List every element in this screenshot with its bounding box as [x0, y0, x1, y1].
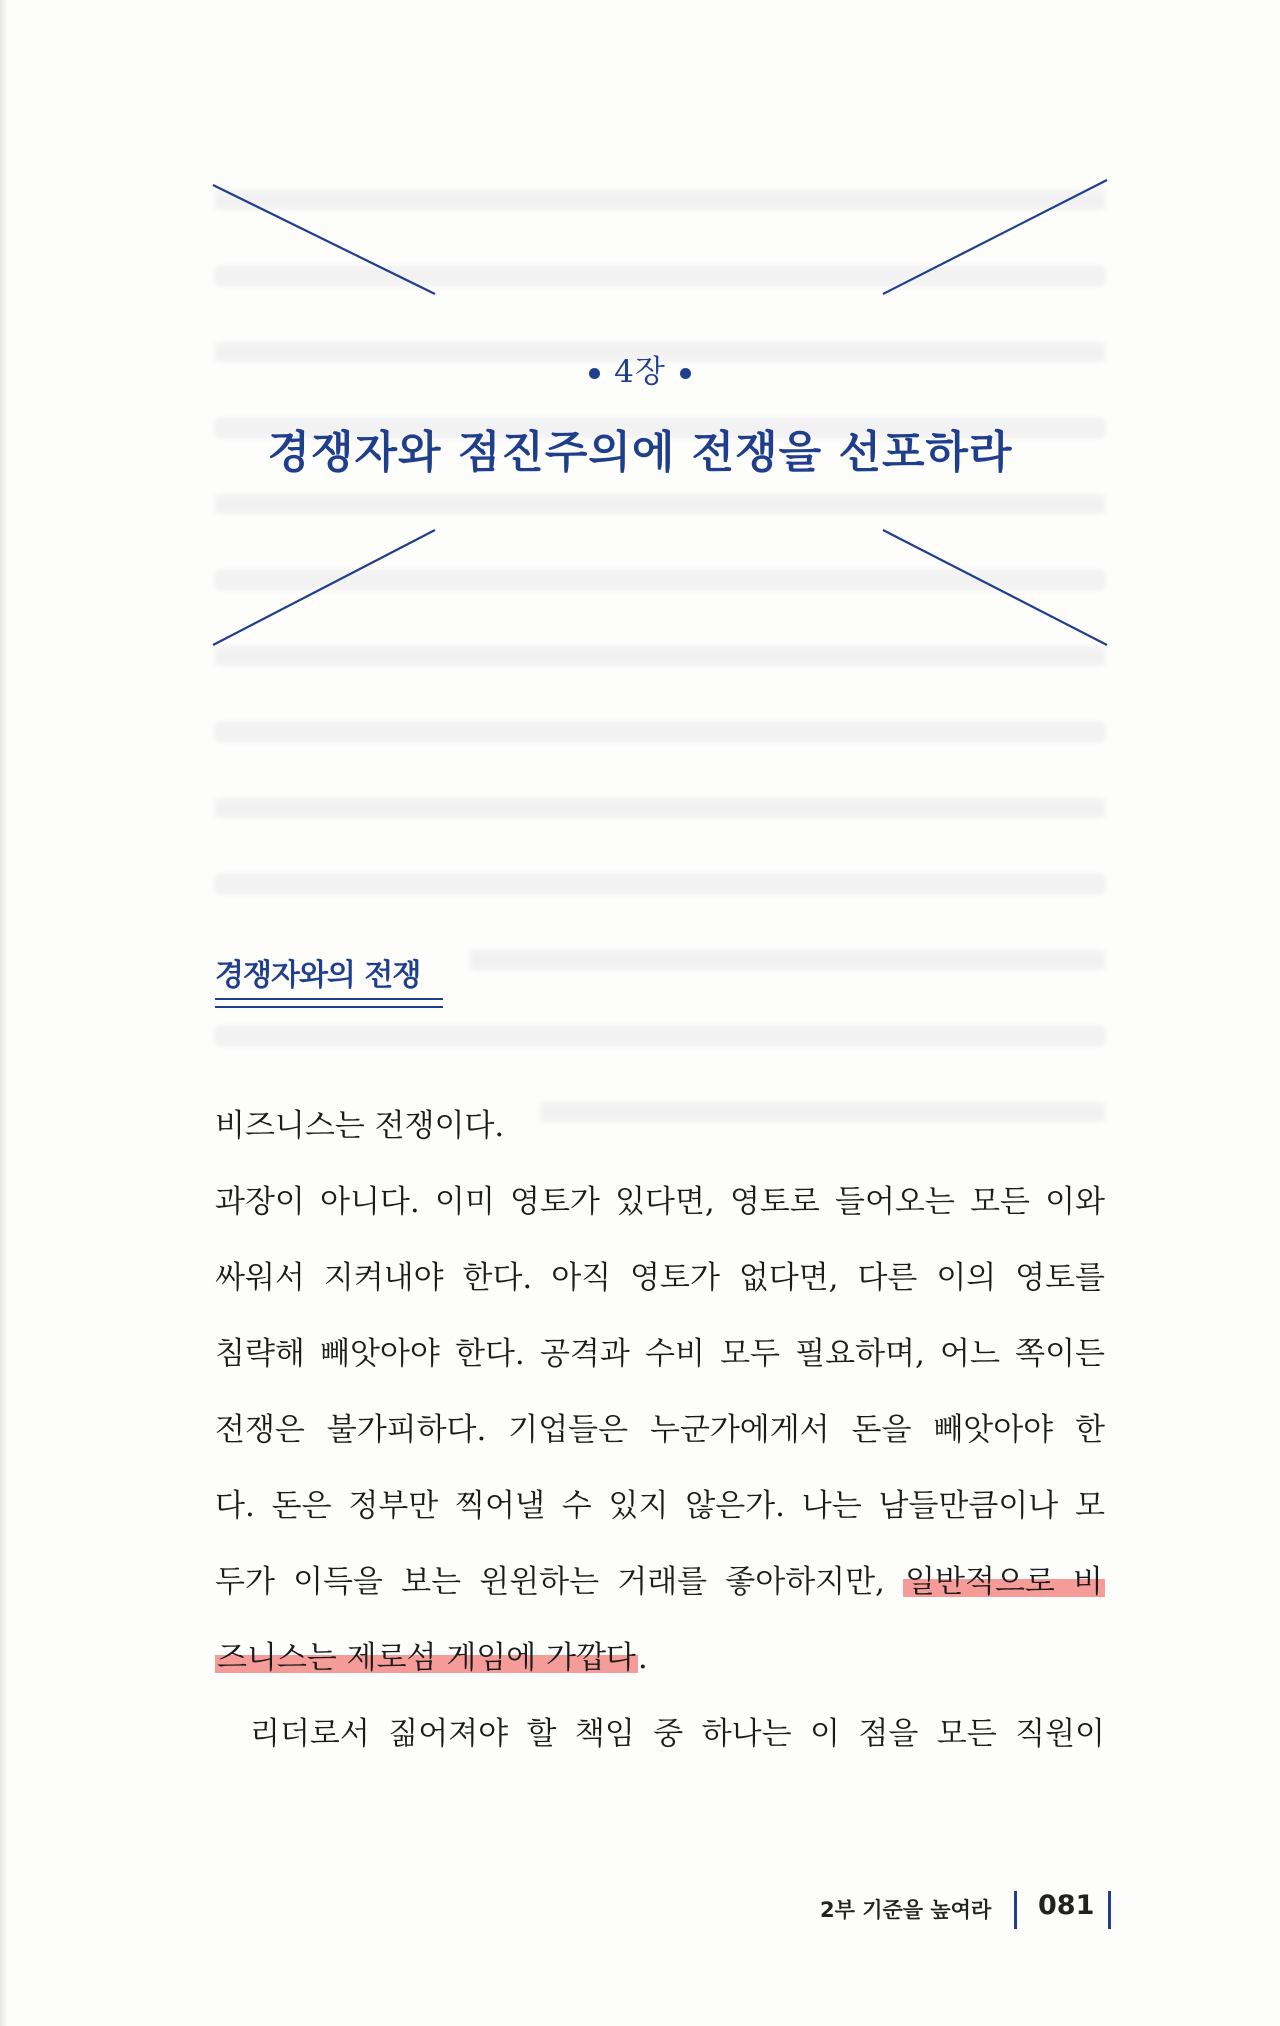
bleed-through-line	[470, 950, 1105, 970]
bleed-through-line	[215, 1026, 1105, 1046]
page-number: 081	[1038, 1890, 1095, 1921]
bullet-dot-icon	[589, 368, 600, 379]
body-text-span: .	[637, 1640, 648, 1676]
body-line	[215, 1556, 1105, 1601]
heading-underline	[215, 998, 443, 1000]
bleed-through-line	[215, 874, 1105, 894]
running-footer-part: 2부 기준을 높여라	[820, 1898, 992, 1922]
body-line	[215, 1632, 1105, 1677]
heading-underline	[215, 1006, 443, 1008]
section-heading: 경쟁자와의 전쟁	[215, 958, 421, 993]
footer-separator	[1108, 1891, 1111, 1929]
chapter-number	[0, 346, 1280, 391]
chapter-frame-lines	[205, 170, 1115, 655]
chapter-title-frame	[205, 170, 1115, 655]
bleed-through-line	[215, 798, 1105, 818]
highlighted-text: 즈니스는 제로섬 게임에 가깝다	[217, 1640, 636, 1676]
body-text-span: 두가 이득을 보는 윈윈하는 거래를 좋아하지만,	[215, 1564, 904, 1600]
body-line: 침략해 빼앗아야 한다. 공격과 수비 모두 필요하며, 어느 쪽이든	[215, 1336, 1105, 1372]
chapter-number-label: 4장	[614, 354, 666, 390]
bleed-through-line	[215, 722, 1105, 742]
footer-separator	[1014, 1891, 1017, 1929]
highlighted-text: 일반적으로 비	[905, 1564, 1103, 1600]
bullet-dot-icon	[680, 368, 691, 379]
page-binding-shadow	[0, 0, 8, 2026]
body-line: 비즈니스는 전쟁이다.	[215, 1108, 505, 1144]
body-line: 다. 돈은 정부만 찍어낼 수 있지 않은가. 나는 남들만큼이나 모	[215, 1488, 1105, 1524]
body-line: 전쟁은 불가피하다. 기업들은 누군가에게서 돈을 빼앗아야 한	[215, 1412, 1105, 1448]
body-line: 리더로서 짊어져야 할 책임 중 하나는 이 점을 모든 직원이	[250, 1716, 1105, 1752]
chapter-title: 경쟁자와 점진주의에 전쟁을 선포하라	[267, 427, 1013, 478]
body-line: 과장이 아니다. 이미 영토가 있다면, 영토로 들어오는 모든 이와	[215, 1184, 1105, 1220]
body-line: 싸워서 지켜내야 한다. 아직 영토가 없다면, 다른 이의 영토를	[215, 1260, 1105, 1296]
